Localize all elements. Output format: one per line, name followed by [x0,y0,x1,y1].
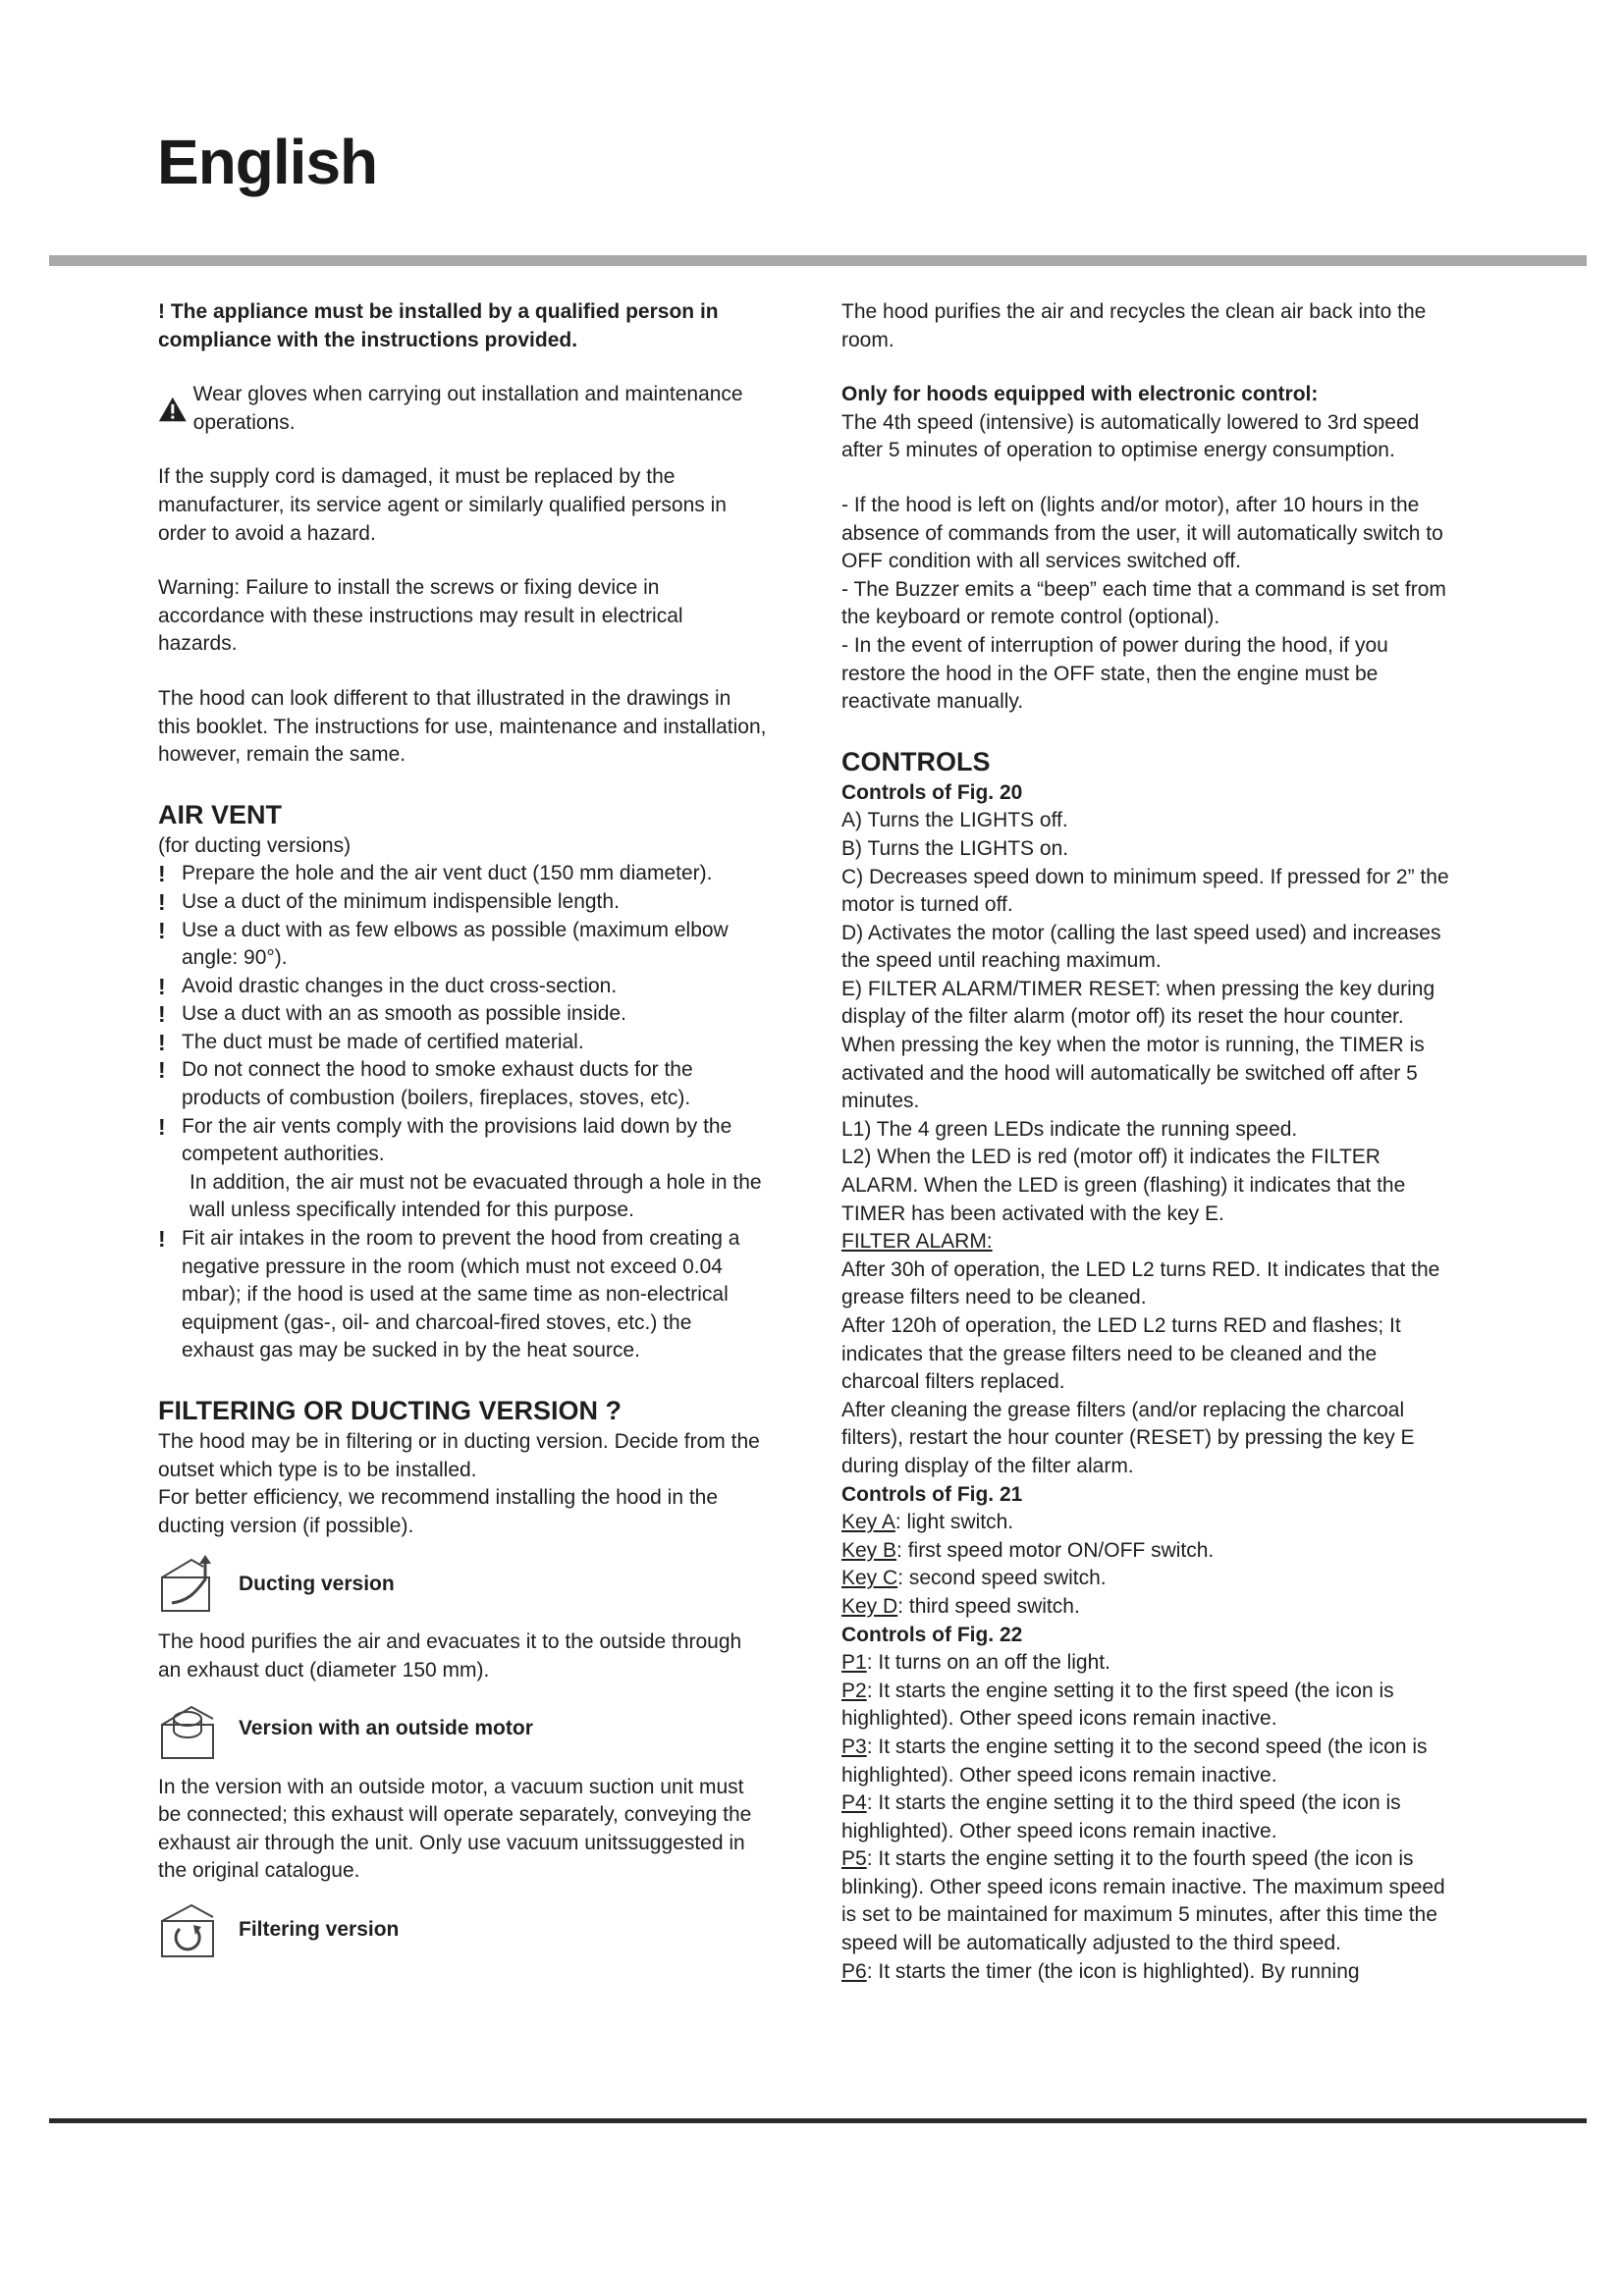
fig21-heading: Controls of Fig. 21 [841,1482,1023,1506]
fig20-item: L1) The 4 green LEDs indicate the running speed. [841,1117,1298,1141]
page-title: English [157,127,378,197]
note-item: - If the hood is left on (lights and/or motor), after 10 hours in the absence of commands from the user, it will automatically switch to OFF condition with all services switched off. [841,493,1443,573]
outside-motor-heading [158,1699,767,1760]
ducting-version-heading [158,1554,767,1615]
filtering-title: FILTERING OR DUCTING VERSION ? [158,1396,622,1425]
screws-warning-paragraph: Warning: Failure to install the screws or fixing device in accordance with these instructions may result in electrical hazards. [158,576,683,656]
controls-title: CONTROLS [841,746,991,776]
outside-motor-icon [158,1699,231,1760]
fig20-item: D) Activates the motor (calling the last speed used) and increases the speed until reaching maximum. [841,921,1441,973]
list-item: ! For the air vents comply with the provisions laid down by the competent authorities. In addition, the air must not be evacuated through a hole in the wall unless specifically intended for this purpose. [158,1113,762,1222]
supply-cord-paragraph: If the supply cord is damaged, it must be replaced by the manufacturer, its service agent or similarly qualified persons in order to avoid a hazard. [158,465,727,545]
ducting-version-text: The hood purifies the air and evacuates it to the outside through an exhaust duct (diameter 150 mm). [158,1630,742,1682]
fig20-item: E) FILTER ALARM/TIMER RESET: when pressing the key during display of the filter alarm (motor off) its reset the hour counter. When pressing the key when the motor is running, the TIMER is activated and the hood will automatically be switched off after 5 minutes. [841,977,1435,1113]
fig21-item: Key A: light switch. [841,1511,1014,1534]
filtering-version-label: Filtering version [239,1917,400,1941]
list-item: ! Prepare the hole and the air vent duct (150 mm diameter). [158,861,713,887]
fig22-heading: Controls of Fig. 22 [841,1623,1023,1646]
fig22-item: P4: It starts the engine setting it to the third speed (the icon is highlighted). Other speed icons remain inactive. [841,1791,1401,1842]
notes-block [841,492,1450,717]
installation-notice: ! The appliance must be installed by a qualified person in compliance with the instructions provided. [158,300,719,351]
footer-divider [49,2118,1587,2123]
left-column [158,298,767,1960]
list-item: ! Use a duct of the minimum indispensible length. [158,888,620,915]
filtering-paragraph-1: The hood may be in filtering or in ducting version. Decide from the outset which type is to be installed. [158,1430,760,1481]
electronic-control-text: The 4th speed (intensive) is automatically lowered to 3rd speed after 5 minutes of operation to optimise energy consumption. [841,410,1420,462]
recycling-intro: The hood purifies the air and recycles the clean air back into the room. [841,300,1427,351]
outside-motor-label: Version with an outside motor [239,1717,533,1740]
fig21-item: Key D: third speed switch. [841,1594,1080,1618]
gloves-warning-text: Wear gloves when carrying out installation and maintenance operations. [192,383,743,434]
warning-triangle-icon [158,395,188,424]
fig21-item: Key C: second speed switch. [841,1567,1107,1590]
filter-alarm-item: After cleaning the grease filters (and/or replacing the charcoal filters), restart the hour counter (RESET) by pressing the key E during display of the filter alarm. [841,1398,1415,1477]
list-item: ! Do not connect the hood to smoke exhaust ducts for the products of combustion (boilers, fireplaces, stoves, etc). [158,1057,693,1110]
electronic-control-heading: Only for hoods equipped with electronic control: [841,383,1319,406]
note-item: - The Buzzer emits a “beep” each time that a command is set from the keyboard or remote control (optional). [841,577,1446,629]
fig22-item: P5: It starts the engine setting it to the fourth speed (the icon is blinking). Other speed icons remain inactive. The maximum speed is set to be maintained for maximum 5 minutes, after this time the speed will be automatically adjusted to the third speed. [841,1847,1445,1955]
air-vent-list [158,860,767,1365]
fig22-item: P2: It starts the engine setting it to the first speed (the icon is highlighted). Other speed icons remain inactive. [841,1679,1394,1731]
filtering-paragraph-2: For better efficiency, we recommend installing the hood in the ducting version (if possible). [158,1486,719,1537]
fig22-item: P1: It turns on an off the light. [841,1651,1110,1675]
filter-alarm-heading: FILTER ALARM: [841,1230,993,1254]
fig20-heading: Controls of Fig. 20 [841,780,1023,804]
fig20-item: A) Turns the LIGHTS off. [841,809,1068,832]
fig22-item: P6: It starts the timer (the icon is highlighted). By running [841,1959,1360,1983]
filter-alarm-item: After 30h of operation, the LED L2 turns RED. It indicates that the grease filters need to be cleaned. [841,1257,1440,1309]
right-column [841,298,1450,1986]
list-item: ! Use a duct with as few elbows as possible (maximum elbow angle: 90°). [158,917,729,970]
air-vent-subtitle: (for ducting versions) [158,833,352,857]
fig20-item: L2) When the LED is red (motor off) it indicates the FILTER ALARM. When the LED is green (flashing) it indicates that the TIMER has been activated with the key E. [841,1146,1406,1225]
fig21-item: Key B: first speed motor ON/OFF switch. [841,1538,1215,1562]
filtering-version-heading [158,1899,767,1960]
fig20-item: B) Turns the LIGHTS on. [841,836,1069,860]
appearance-paragraph: The hood can look different to that illustrated in the drawings in this booklet. The instructions for use, maintenance and installation, however, remain the same. [158,686,767,767]
list-item: ! Avoid drastic changes in the duct cross-section. [158,973,618,999]
fig20-item: C) Decreases speed down to minimum speed. If pressed for 2” the motor is turned off. [841,865,1449,917]
filtering-version-icon [158,1899,231,1960]
air-vent-title: AIR VENT [158,799,283,829]
note-item: - In the event of interruption of power during the hood, if you restore the hood in the OFF state, then the engine must be reactivate manually. [841,633,1388,714]
list-item: ! Fit air intakes in the room to prevent the hood from creating a negative pressure in the room (which must not exceed 0.04 mbar); if the hood is used at the same time as non-electrical equipment (gas-, oil- and charcoal-fired stoves, etc.) the exhaust gas may be sucked in by the heat source. [158,1226,740,1362]
ducting-version-label: Ducting version [239,1573,395,1596]
ducting-version-icon [158,1554,231,1615]
header-divider [49,255,1587,266]
list-item: ! The duct must be made of certified material. [158,1029,584,1055]
outside-motor-text: In the version with an outside motor, a vacuum suction unit must be connected; this exhaust will operate separately, conveying the exhaust air through the unit. Only use vacuum unitssuggested in the original catalogue. [158,1775,752,1883]
gloves-warning [158,381,767,437]
fig22-item: P3: It starts the engine setting it to the second speed (the icon is highlighted). Other speed icons remain inactive. [841,1735,1428,1787]
filter-alarm-item: After 120h of operation, the LED L2 turns RED and flashes; It indicates that the grease filters need to be cleaned and the charcoal filters replaced. [841,1314,1401,1394]
list-item: ! Use a duct with an as smooth as possible inside. [158,1001,626,1028]
